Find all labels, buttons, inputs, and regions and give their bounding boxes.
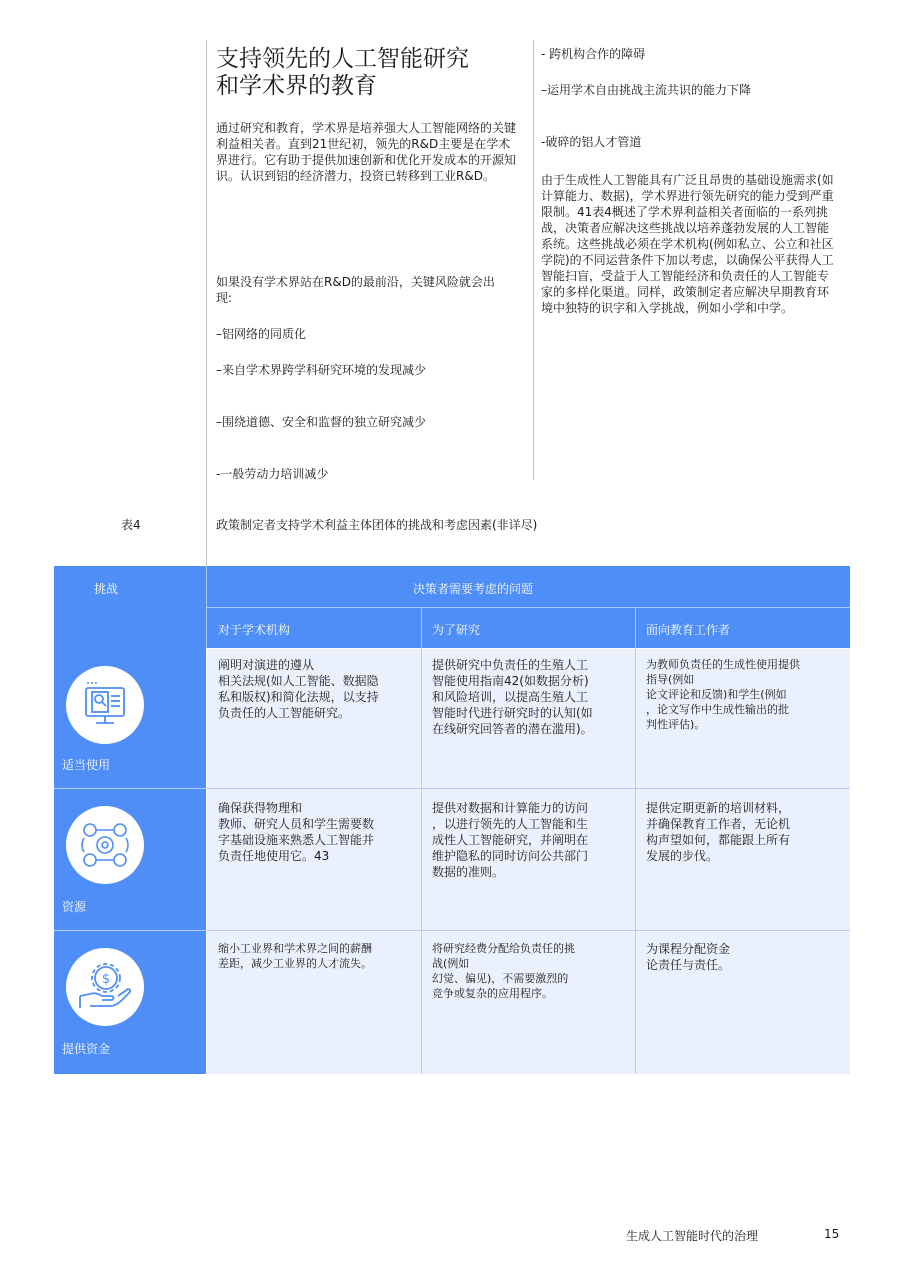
intro-paragraph: 通过研究和教育，学术界是培养强大人工智能网络的关键利益相关者。直到21世纪初，领先的R&D主要是在学术界进行。它有助于提供加速创新和优化开发成本的开源知识。认识到铝的经济潜力，投资已转移到工业R&D。 bbox=[216, 121, 517, 183]
row-label: 提供资金 bbox=[62, 1042, 111, 1056]
subheader-educators: 面向教育工作者 bbox=[646, 623, 731, 637]
right-item: –运用学术自由挑战主流共识的能力下降 bbox=[541, 83, 752, 97]
row-divider bbox=[54, 788, 850, 789]
left-vertical-rule bbox=[206, 40, 207, 566]
subheader-institutions: 对于学术机构 bbox=[218, 623, 291, 637]
header-challenge: 挑战 bbox=[94, 582, 119, 596]
middle-vertical-rule bbox=[533, 40, 534, 480]
table-cell: 将研究经费分配给负责任的挑 战(例如 幻觉、偏见)，不需要激烈的 竞争或复杂的应用程序。 bbox=[432, 942, 575, 1000]
row-label: 资源 bbox=[62, 900, 87, 914]
page-number: 15 bbox=[824, 1227, 840, 1241]
header-issues: 决策者需要考虑的问题 bbox=[413, 582, 534, 596]
risk-item: –围绕道德、安全和监督的独立研究减少 bbox=[216, 415, 427, 429]
risk-item: -一般劳动力培训减少 bbox=[216, 467, 329, 481]
column-divider bbox=[421, 648, 422, 1074]
table-label: 表4 bbox=[121, 518, 141, 532]
table-caption: 政策制定者支持学术利益主体团体的挑战和考虑因素(非详尽) bbox=[216, 518, 538, 532]
table-cell: 为教师负责任的生成性使用提供 指导(例如 论文评论和反馈)和学生(例如 ，论文写作中生成性输出的批 判性评估)。 bbox=[646, 658, 800, 731]
hand-coin-icon bbox=[66, 948, 144, 1026]
header-divider bbox=[206, 607, 850, 608]
table-cell: 阐明对演进的遵从 相关法规(如人工智能、数据隐 私和版权)和简化法规，以支持 负责任的人工智能研究。 bbox=[218, 658, 379, 720]
right-item: -破碎的铝人才管道 bbox=[541, 135, 642, 149]
row-icon-container bbox=[66, 806, 144, 884]
table-cell: 提供研究中负责任的生殖人工 智能使用指南42(如数据分析) 和风险培训，以提高生殖人工 智能时代进行研究时的认知(如 在线研究回答者的潜在滥用)。 bbox=[432, 658, 593, 736]
section-title: 支持领先的人工智能研究 和学术界的教育 bbox=[216, 46, 469, 99]
column-divider bbox=[635, 648, 636, 1074]
header-divider bbox=[421, 608, 422, 648]
row-icon-container bbox=[66, 666, 144, 744]
header-divider bbox=[635, 608, 636, 648]
risk-intro: 如果没有学术界站在R&D的最前沿，关键风险就会出现: bbox=[216, 275, 495, 305]
resources-gear-icon bbox=[66, 806, 144, 884]
table-cell: 缩小工业界和学术界之间的薪酬 差距，减少工业界的人才流失。 bbox=[218, 942, 372, 970]
row-icon-container bbox=[66, 948, 144, 1026]
table-cell: 确保获得物理和 教师、研究人员和学生需要数 字基础设施来熟悉人工智能并 负责任地使用它。43 bbox=[218, 801, 375, 863]
right-item: - 跨机构合作的障碍 bbox=[541, 47, 646, 61]
svg-text:$: $ bbox=[101, 972, 111, 987]
right-paragraph: 由于生成性人工智能具有广泛且昂贵的基础设施需求(如计算能力、数据)，学术界进行领先研究的能力受到严重限制。41表4概述了学术界利益相关者面临的一系列挑战，决策者应解决这些挑战以培养蓬勃发展的人工智能系统。这些挑战必须在学术机构(例如私立、公立和社区学院)的不同运营条件下加以考虑，以确保公平获得人工智能扫盲，受益于人工智能经济和负责任的人工智能专家的多样化渠道。同样，政策制定者应解决早期教育环境中独特的识字和入学挑战，例如小学和中学。 bbox=[541, 173, 834, 315]
table-cell: 提供定期更新的培训材料， 并确保教育工作者，无论机 构声望如何，都能跟上所有 发展的步伐。 bbox=[646, 801, 791, 863]
table-cell: 为课程分配资金 论责任与责任。 bbox=[646, 942, 731, 972]
risk-item: –铝网络的同质化 bbox=[216, 327, 307, 341]
footer-title: 生成人工智能时代的治理 bbox=[626, 1229, 759, 1243]
row-divider bbox=[54, 930, 850, 931]
risk-item: –来自学术界跨学科研究环境的发现减少 bbox=[216, 363, 427, 377]
subheader-research: 为了研究 bbox=[432, 623, 481, 637]
table-cell: 提供对数据和计算能力的访问 ，以进行领先的人工智能和生 成性人工智能研究，并阐明在 维护隐私的同时访问公共部门 数据的准则。 bbox=[432, 801, 589, 879]
row-label: 适当使用 bbox=[62, 758, 111, 772]
monitor-document-icon bbox=[66, 666, 144, 744]
